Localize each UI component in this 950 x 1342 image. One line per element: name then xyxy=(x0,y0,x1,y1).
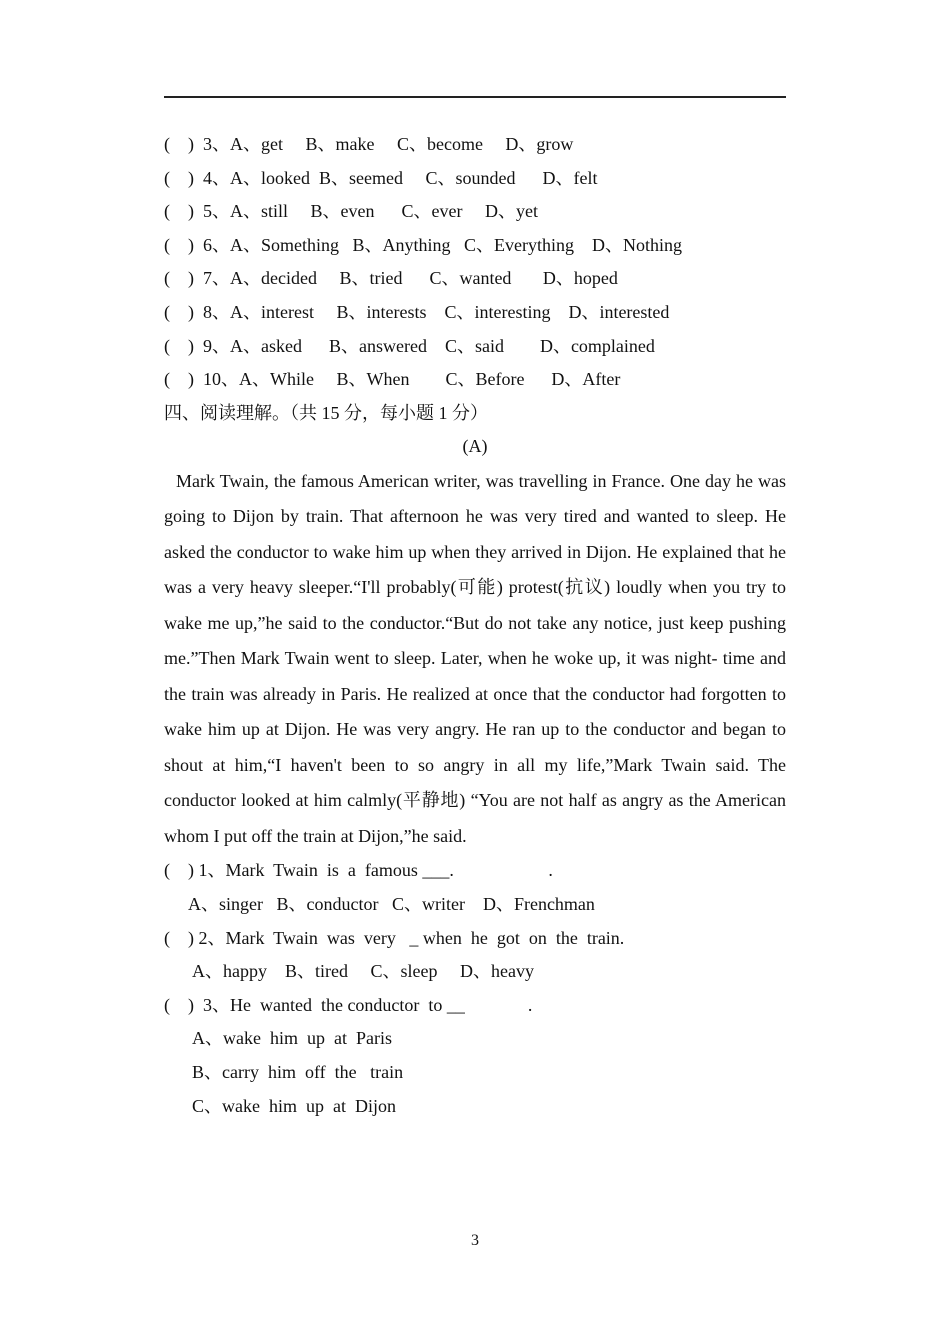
cloze-option-5: ( ) 5、A、still B、even C、ever D、yet xyxy=(164,201,538,222)
reading-passage: Mark Twain, the famous American writer, was travelling in France. One day he was going to Dijon by train. That afternoon he was very tired and wanted to sleep. He asked the conductor to wake him up when they arrived in Dijon. He explained that he was a very heavy sleeper.“I'll probably(可能) protest(抗议) loudly when you try to wake me up,”he said to the conductor.“But do not take any notice, just keep pushing me.”Then Mark Twain went to sleep. Later, when he woke up, it was night- time and the train was already in Paris. He realized at once that the conductor had forgotten to wake him up at Dijon. He was very angry. He ran up to the conductor and began to shout at him,“I haven't been to so angry in all my life,”Mark Twain said. The conductor looked at him calmly(平静地) “You are not half as angry as the American whom I put off the train at Dijon,”he said. xyxy=(164,470,786,846)
question-3: ( ) 3、He wanted the conductor to __ . xyxy=(164,994,533,1015)
question-3-option-a: A、wake him up at Paris xyxy=(192,1028,392,1049)
question-2: ( ) 2、Mark Twain was very _ when he got on the train. xyxy=(164,927,625,948)
cloze-option-9: ( ) 9、A、asked B、answered C、said D、complained xyxy=(164,335,655,356)
page-content xyxy=(164,128,786,1123)
cloze-option-8: ( ) 8、A、interest B、interests C、interesting D、interested xyxy=(164,301,670,322)
question-1: ( ) 1、Mark Twain is a famous ___. . xyxy=(164,860,553,881)
page-number: 3 xyxy=(471,1232,479,1249)
passage-label: (A) xyxy=(462,436,488,457)
cloze-option-10: ( ) 10、A、While B、When C、Before D、After xyxy=(164,369,621,390)
cloze-option-4: ( ) 4、A、looked B、seemed C、sounded D、felt xyxy=(164,167,598,188)
header-rule xyxy=(164,96,786,98)
cloze-option-3: ( ) 3、A、get B、make C、become D、grow xyxy=(164,134,574,154)
question-1-options: A、singer B、conductor C、writer D、Frenchman xyxy=(188,894,595,915)
section-heading: 四、阅读理解。（共 15 分，每小题 1 分） xyxy=(164,402,488,423)
cloze-option-7: ( ) 7、A、decided B、tried C、wanted D、hoped xyxy=(164,268,618,289)
question-3-option-c: C、wake him up at Dijon xyxy=(192,1095,396,1116)
question-3-option-b: B、carry him off the train xyxy=(192,1062,404,1082)
question-2-options: A、happy B、tired C、sleep D、heavy xyxy=(192,961,534,982)
cloze-option-6: ( ) 6、A、Something B、Anything C、Everything D、Nothing xyxy=(164,234,682,255)
